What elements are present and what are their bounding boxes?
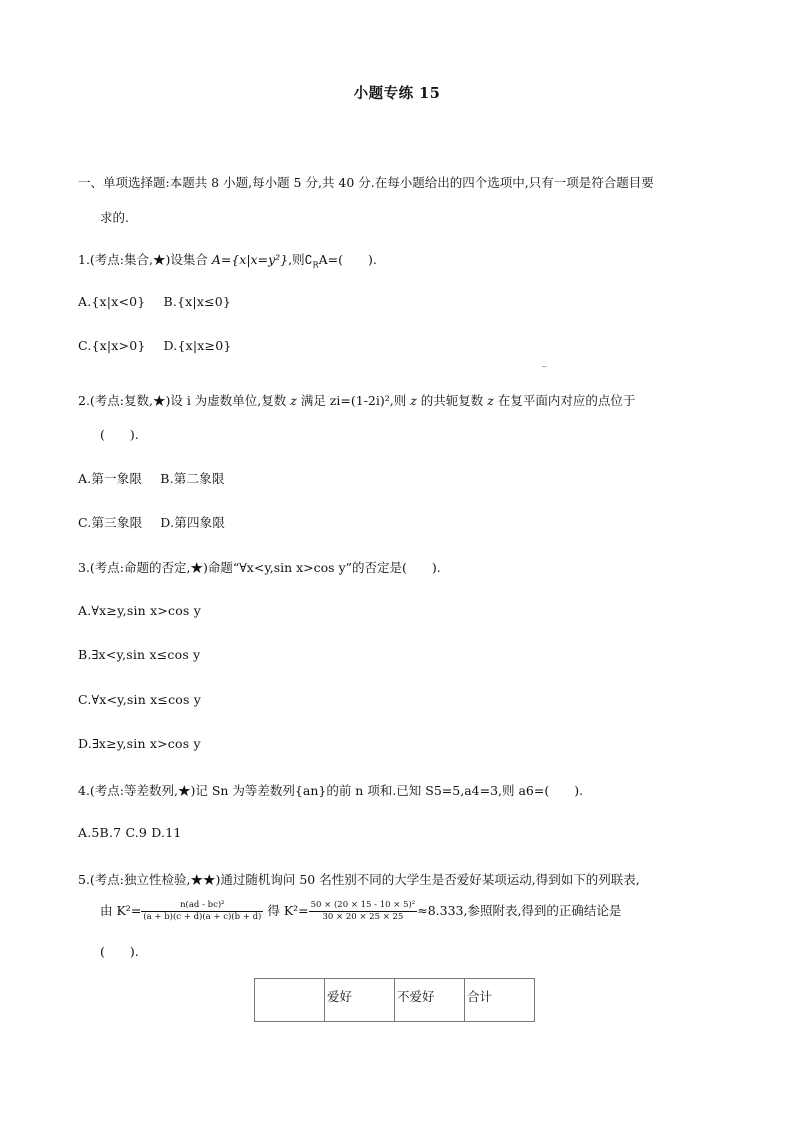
question-1-options-row-1 xyxy=(78,294,231,309)
question-5-stem: 5.(考点:独立性检验,★★)通过随机询问 50 名性别不同的大学生是否爱好某项运动,得到如下的列联表, xyxy=(78,872,640,887)
page-title: 小题专练 15 xyxy=(353,85,441,102)
option-a[interactable]: A.∀x≥y,sin x>cos y xyxy=(78,603,201,618)
option-d[interactable]: D.∃x≥y,sin x>cos y xyxy=(78,736,201,751)
table-cell: 合计 xyxy=(465,979,535,1022)
option-b[interactable]: B.∃x<y,sin x≤cos y xyxy=(78,647,201,662)
table-row xyxy=(255,979,535,1022)
option-c[interactable]: C.∀x<y,sin x≤cos y xyxy=(78,692,202,707)
question-4-options[interactable]: A.5B.7 C.9 D.11 xyxy=(78,825,182,840)
section-heading-cont: 求的. xyxy=(100,210,129,225)
option-c[interactable]: C.第三象限 xyxy=(78,515,143,530)
option-c[interactable]: C.{x|x>0} xyxy=(78,338,146,353)
option-b[interactable]: B.第二象限 xyxy=(160,471,225,486)
conjugate-bar: ‾ xyxy=(542,366,547,376)
question-3-stem: 3.(考点:命题的否定,★)命题“∀x<y,sin x>cos y”的否定是( ). xyxy=(78,560,441,575)
table-cell: 不爱好 xyxy=(395,979,465,1022)
option-d[interactable]: D.{x|x≥0} xyxy=(163,338,232,353)
complement-symbol: ∁ xyxy=(304,252,313,267)
set-expression: A={x|x=y²} xyxy=(211,252,289,267)
option-a[interactable]: A.第一象限 xyxy=(78,471,143,486)
question-5-stem-cont: ( ). xyxy=(100,944,139,959)
question-4-stem: 4.(考点:等差数列,★)记 Sn 为等差数列{an}的前 n 项和.已知 S5=5,a4=3,则 a6=( ). xyxy=(78,783,584,798)
question-2-options-row-2 xyxy=(78,513,225,531)
chi-square-value: $\frac{\text{50 × (20 × 15 - 10 × 5)²}}{30 \times 20 \times 25 \times 25}$ xyxy=(310,900,416,922)
table-cell xyxy=(255,979,325,1022)
question-1-stem: 1.(考点:集合,★)设集合 A={x|x=y²},则$∁_RA=$( ). xyxy=(78,252,377,270)
question-1-options-row-2 xyxy=(78,338,232,353)
question-2-stem-cont: ( ). xyxy=(100,427,139,442)
question-5-formula-line: 由 K²= $\frac{\text{n(ad - bc)²}}{(a + b)(c + d)(a + c)(b + d)}$ 得 K²= $\frac{\text{50 × (20 × 15 - 10 × 5)²}}{30 \times 20 \times 25 \times 25}$ ≈8.333,参照附表,得到的正确结论是 xyxy=(100,900,622,922)
question-2-options-row-1 xyxy=(78,469,225,487)
option-b[interactable]: B.{x|x≤0} xyxy=(163,294,232,309)
option-d[interactable]: D.第四象限 xyxy=(160,515,226,530)
table-cell: 爱好 xyxy=(325,979,395,1022)
chi-square-formula: $\frac{\text{n(ad - bc)²}}{(a + b)(c + d)(a + c)(b + d)}$ xyxy=(143,900,262,922)
contingency-table xyxy=(254,978,535,1022)
section-heading: 一、单项选择题:本题共 8 小题,每小题 5 分,共 40 分.在每小题给出的四个选项中,只有一项是符合题目要 xyxy=(78,175,654,190)
option-a[interactable]: A.{x|x<0} xyxy=(78,294,146,309)
question-2-stem: 2.(考点:复数,★)设 i 为虚数单位,复数 z 满足 zi=(1-2i)²,则 z 的共轭复数 z 在复平面内对应的点位于 xyxy=(78,393,636,408)
